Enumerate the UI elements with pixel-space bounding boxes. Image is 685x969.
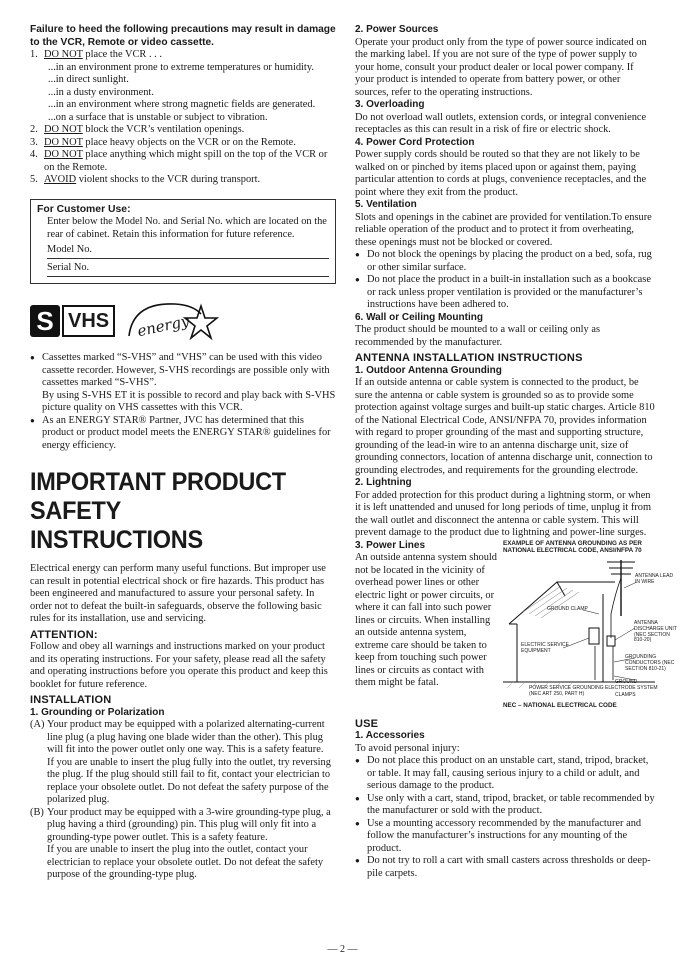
accessories-text: To avoid personal injury: xyxy=(355,742,460,754)
attention-paragraph: Follow and obey all warnings and instructions marked on your product and its operating instructions. For your safety, please read all the safety and operating instructions before you operate this product and keep this booklet for future reference. xyxy=(30,641,328,690)
ventilation-bullet: ● Do not place the product in a built-in installation such as a bookcase or rack unless proper ventilation is provided or the manufacturer’s instructions have been adhered to. xyxy=(355,274,655,312)
precaution-subitem: ...on a surface that is unstable or subject to vibration. xyxy=(48,111,268,123)
power-sources-heading: 2. Power Sources xyxy=(355,24,439,35)
power-cord-text: Power supply cords should be routed so that they are not likely to be walked on or pinched by items placed upon or against them, paying particular attention to cords at plugs, convenience receptacles, and the point where they exit from the product. xyxy=(355,149,647,198)
installation-heading: INSTALLATION xyxy=(30,694,112,706)
bullet-item: ● As an ENERGY STAR® Partner, JVC has determined that this product or product model meets the ENERGY STAR® guidelines for energy efficiency. xyxy=(30,415,336,453)
svhs-logo: S VHS xyxy=(30,305,115,337)
antenna-grounding-diagram xyxy=(503,539,677,713)
customer-box-text: Enter below the Model No. and Serial No. which are located on the rear of cabinet. Retain this information for future reference. xyxy=(47,216,327,240)
energy-word: energy xyxy=(135,311,192,341)
power-lines-heading: 3. Power Lines xyxy=(355,539,426,551)
mounting-heading: 6. Wall or Ceiling Mounting xyxy=(355,311,483,323)
lightning-text: For added protection for this product during a lightning storm, or when it is left unattended and unused for long periods of time, unplug it from the wall outlet and disconnect the antenna or cable system. This will prevent damage to the product due to lightning and power-line surges. xyxy=(355,489,652,538)
precautions-list xyxy=(30,49,336,187)
accessories-bullet: ● Use a mounting accessory recommended by the manufacturer and follow the manufacturer’s instructions for any mounting of the product. xyxy=(355,818,655,856)
label-discharge-unit: ANTENNA DISCHARGE UNIT (NEC SECTION 810-20) xyxy=(634,620,677,644)
lightning-heading: 2. Lightning xyxy=(355,477,412,488)
ventilation-heading: 5. Ventilation xyxy=(355,199,417,210)
outdoor-antenna-text: If an outside antenna or cable system is connected to the product, be sure the antenna or cable system is grounded so as to provide some protection against voltage surges and built-up static charges. Article 810 of the National Electrical Code, ANSI/NFPA 70, provides information with regard to proper grounding of the mast and supporting structure, grounding of the lead-in wire to an antenna discharge unit, size of grounding connectors, location of antenna discharge unit, connection to grounding electrodes, and requirements for the grounding electrode. xyxy=(355,377,655,476)
bullet-item: ● Cassettes marked “S-VHS” and “VHS” can be used with this video cassette recorder. However, S-VHS recordings are possible only with cassettes marked “S-VHS”. By using S-VHS ET it is possible to record and play back with S-VHS picture quality on VHS cassettes with this VCR. xyxy=(30,352,336,415)
serial-no-field[interactable]: Serial No. xyxy=(47,259,329,277)
precaution-subitem: ...in direct sunlight. xyxy=(48,74,129,85)
outdoor-antenna-heading: 1. Outdoor Antenna Grounding xyxy=(355,364,502,376)
warning-title: Failure to heed the following precautions may result in damage to the VCR, Remote or video cassette. xyxy=(30,24,336,48)
precaution-item: 1. DO NOT place the VCR . . . ...in an environment prone to extreme temperatures or humidity. ...in direct sunlight. ...in a dusty environment. ...in an environment where strong magnetic fields are generated. ...on a surface that is unstable or subject to vibration. xyxy=(30,49,336,124)
ventilation-text: Slots and openings in the cabinet are provided for ventilation.To ensure reliable operation of the product and to protect it from overheating, these openings must not be blocked or covered. xyxy=(355,211,652,248)
accessories-bullet: ● Use only with a cart, stand, tripod, bracket, or table recommended by the manufacturer or sold with the product. xyxy=(355,793,655,818)
customer-use-box xyxy=(30,199,336,285)
page-title: IMPORTANT PRODUCT SAFETY INSTRUCTIONS xyxy=(30,468,286,554)
power-sources-text: Operate your product only from the type of power source indicated on the marking label. If you are not sure of the type of power supply to your home, consult your product dealer or local power company. If your product is intended to operate from battery power, or other sources, refer to the operating instructions. xyxy=(355,36,647,98)
grounding-item-b: (B) Your product may be equipped with a 3-wire grounding-type plug, a plug having a third (grounding) pin. This plug will only fit into a grounding-type power outlet. This is a safety feature. If you are unable to insert the plug into the outlet, contact your electrician to replace your obsolete outlet. Do not defeat the safety purpose of the grounding-type plug. xyxy=(30,806,331,880)
precaution-subitem: ...in a dusty environment. xyxy=(48,86,154,98)
overloading-heading: 3. Overloading xyxy=(355,99,425,110)
logo-bullets xyxy=(30,352,336,452)
model-no-field[interactable]: Model No. xyxy=(47,241,329,259)
precaution-item: 4. DO NOT place anything which might spill on the top of the VCR or on the Remote. xyxy=(30,149,328,173)
label-ground-clamps: GROUND CLAMPS xyxy=(615,679,638,698)
label-electric-service: ELECTRIC SERVICE EQUIPMENT xyxy=(521,642,569,654)
attention-heading: ATTENTION: xyxy=(30,628,98,641)
logos-row xyxy=(30,296,336,346)
mounting-text: The product should be mounted to a wall or ceiling only as recommended by the manufacturer. xyxy=(355,324,600,348)
intro-paragraph: Electrical energy can perform many useful functions. But improper use can result in potential electrical shock or fire hazards. This product has been engineered and manufactured to assure your personal safety. In order not to defeat the built-in safeguards, observe the following basic rules for its installation, use and servicing. xyxy=(30,563,326,624)
precaution-item: 3. DO NOT place heavy objects on the VCR or on the Remote. xyxy=(30,136,296,148)
precaution-subitem: ...in an environment where strong magnetic fields are generated. xyxy=(48,99,316,110)
power-lines-text: An outside antenna system should not be located in the vicinity of overhead power lines or other electric light or power circuits, or where it can fall into such power lines or circuits. When installing an outside antenna system, extreme care should be taken to keep from touching such power lines or circuits as contact with them might be fatal. xyxy=(355,552,497,688)
overloading-text: Do not overload wall outlets, extension cords, or integral convenience receptacles as this can result in a risk of fire or electric shock. xyxy=(355,111,647,135)
accessories-bullet: ● Do not try to roll a cart with small casters across thresholds or deep-pile carpets. xyxy=(355,855,655,880)
ventilation-bullet: ● Do not block the openings by placing the product on a bed, sofa, rug or other similar surface. xyxy=(355,249,655,274)
precaution-item: 5. AVOID violent shocks to the VCR during transport. xyxy=(30,174,261,185)
power-cord-heading: 4. Power Cord Protection xyxy=(355,136,475,148)
diagram-caption: EXAMPLE OF ANTENNA GROUNDING AS PER NATIONAL ELECTRICAL CODE, ANSI/NFPA 70 xyxy=(503,539,642,554)
grounding-item-a: (A) Your product may be equipped with a polarized alternating-current line plug (a plug having one blade wider than the other). This plug will fit into the power outlet only one way. This is a safety feature. If you are unable to insert the plug fully into the outlet, try reversing the plug. If the plug should still fail to fit, contact your electrician to replace your obsolete outlet. Do not defeat the safety purpose of the polarized plug. xyxy=(30,719,331,805)
diagram-footnote: NEC – NATIONAL ELECTRICAL CODE xyxy=(503,702,617,710)
accessories-bullet: ● Do not place this product on an unstable cart, stand, tripod, bracket, or table. It may fall, causing serious injury to a child or adult, and serious damage to the product. xyxy=(355,755,655,793)
precaution-subitem: ...in an environment prone to extreme temperatures or humidity. xyxy=(48,61,314,73)
label-grounding-conductors: GROUNDING CONDUCTORS (NEC SECTION 810-21) xyxy=(625,654,675,672)
label-power-service: POWER SERVICE GROUNDING ELECTRODE SYSTEM (NEC ART 250, PART H) xyxy=(529,685,658,697)
label-antenna-lead: ANTENNA LEAD IN WIRE xyxy=(635,573,674,585)
customer-box-title: For Customer Use: xyxy=(37,203,131,215)
right-column xyxy=(355,24,677,880)
use-heading: USE xyxy=(355,717,379,730)
antenna-heading: ANTENNA INSTALLATION INSTRUCTIONS xyxy=(355,352,583,364)
accessories-heading: 1. Accessories xyxy=(355,730,425,742)
precaution-item: 2. DO NOT block the VCR’s ventilation openings. xyxy=(30,124,245,135)
left-column xyxy=(30,24,336,882)
page-number: — 2 — xyxy=(327,944,358,955)
energy-star-logo xyxy=(123,296,219,346)
grounding-heading: 1. Grounding or Polarization xyxy=(30,706,165,718)
label-ground-clamp: GROUND CLAMP xyxy=(547,606,588,613)
